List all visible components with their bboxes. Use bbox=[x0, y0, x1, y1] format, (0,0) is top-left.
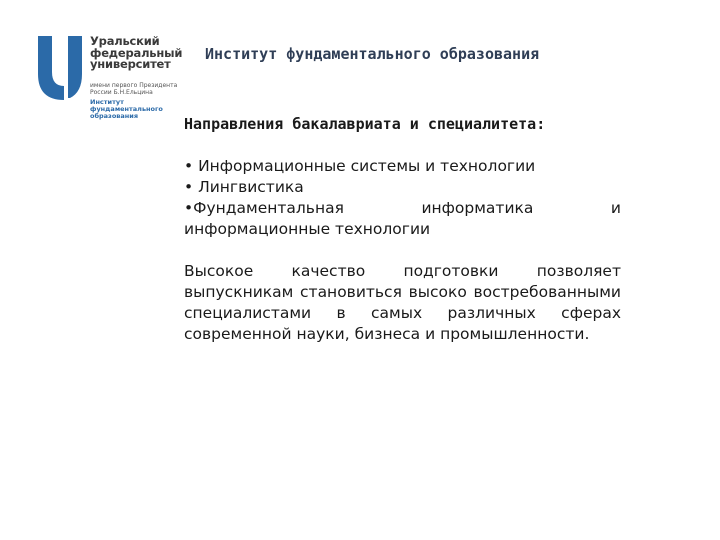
university-name-line: Уральский bbox=[90, 34, 160, 48]
institute-name-line: Институт bbox=[90, 98, 124, 106]
directions-heading: Направления бакалавриата и специалитета: bbox=[184, 115, 546, 133]
university-name-line: федеральный bbox=[90, 45, 183, 60]
institute-name bbox=[90, 99, 190, 120]
institute-name-line: фундаментального bbox=[90, 105, 163, 113]
direction-item: •Фундаментальная информатика и информационные технологии bbox=[184, 199, 621, 238]
university-subtitle bbox=[90, 82, 200, 96]
university-subtitle-line: России Б.Н.Ельцина bbox=[90, 89, 153, 96]
directions-list bbox=[184, 156, 621, 240]
slide-content bbox=[184, 114, 621, 345]
slide-title: Институт фундаментального образования bbox=[205, 45, 540, 63]
university-name-line: университет bbox=[90, 57, 171, 71]
university-logo bbox=[38, 36, 188, 126]
university-subtitle-line: имени первого Президента bbox=[90, 82, 178, 89]
summary-paragraph: Высокое качество подготовки позволяет выпускникам становиться высоко востребованными специалистами в самых различных сферах современной науки, бизнеса и промышленности. bbox=[184, 262, 621, 343]
urfu-u-logo-icon bbox=[38, 36, 82, 100]
institute-name-line: образования bbox=[90, 112, 139, 120]
direction-item: • Лингвистика bbox=[184, 178, 304, 196]
university-name bbox=[90, 36, 190, 71]
direction-item: • Информационные системы и технологии bbox=[184, 157, 536, 175]
